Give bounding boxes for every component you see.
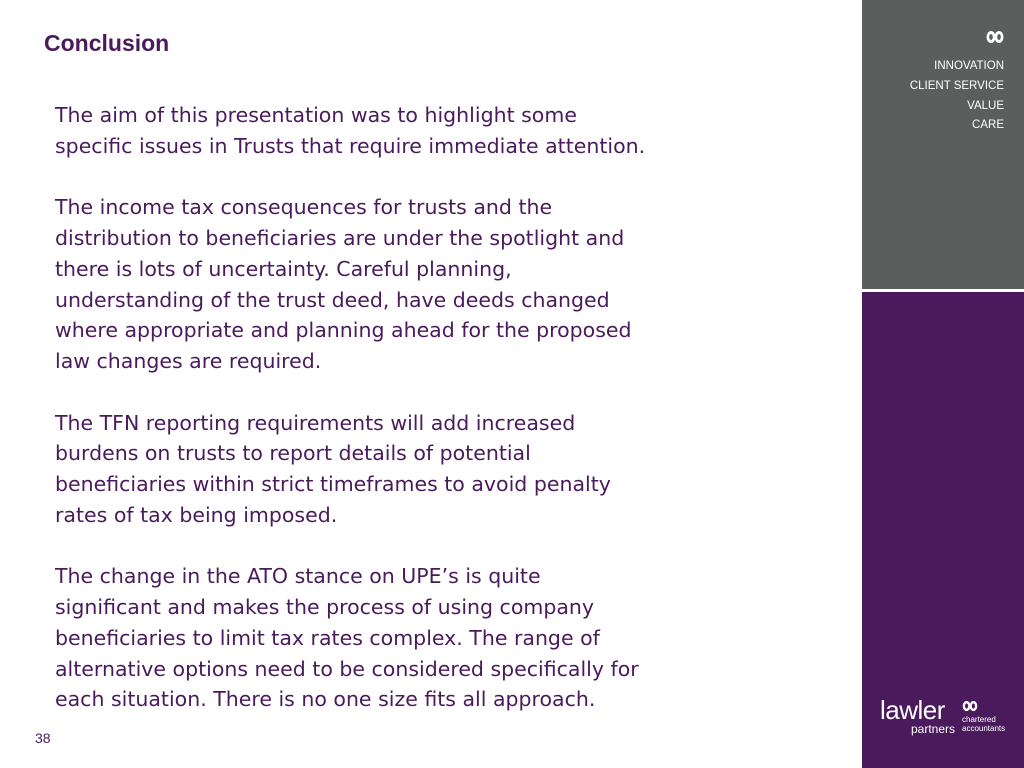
- brand-mark-icon: [986, 30, 1004, 44]
- page-number: 38: [35, 730, 51, 746]
- brand-panel-grey: [862, 0, 1024, 289]
- logo-tagline: chartered accountants: [962, 715, 1006, 733]
- value-item: INNOVATION: [934, 60, 1004, 72]
- paragraph-aim: The aim of this presentation was to highlight some specific issues in Trusts that require immediate attention.: [55, 103, 646, 158]
- logo-mark-icon: [962, 700, 978, 712]
- paragraph-tfn-reporting: The TFN reporting requirements will add increased burdens on trusts to report details of potential beneficiaries within strict timeframes to avoid penalty rates of tax being imposed.: [55, 410, 611, 527]
- slide-title: Conclusion: [44, 30, 170, 56]
- value-item: VALUE: [967, 99, 1004, 112]
- company-logo: [880, 695, 1015, 740]
- paragraph-income-tax: The income tax consequences for trusts and the distribution to beneficiaries are under the spotlight and there is lots of uncertainty. Careful planning, understanding of the trust deed, have deeds changed where appropriate and planning ahead for the proposed law changes are required.: [55, 195, 632, 373]
- logo-word: lawler: [880, 695, 945, 725]
- value-item: CARE: [972, 119, 1004, 132]
- values-list: [910, 57, 1004, 136]
- paragraph-upe-stance: The change in the ATO stance on UPE’s is quite significant and makes the process of using company beneficiaries to limit tax rates complex. The range of alternative options need to be considered specifically for each situation. There is no one size fits all approach.: [55, 564, 639, 712]
- logo-sub: partners: [911, 722, 956, 736]
- slide-body: [55, 100, 845, 746]
- brand-panel: [862, 0, 1024, 768]
- value-item: CLIENT SERVICE: [909, 79, 1004, 92]
